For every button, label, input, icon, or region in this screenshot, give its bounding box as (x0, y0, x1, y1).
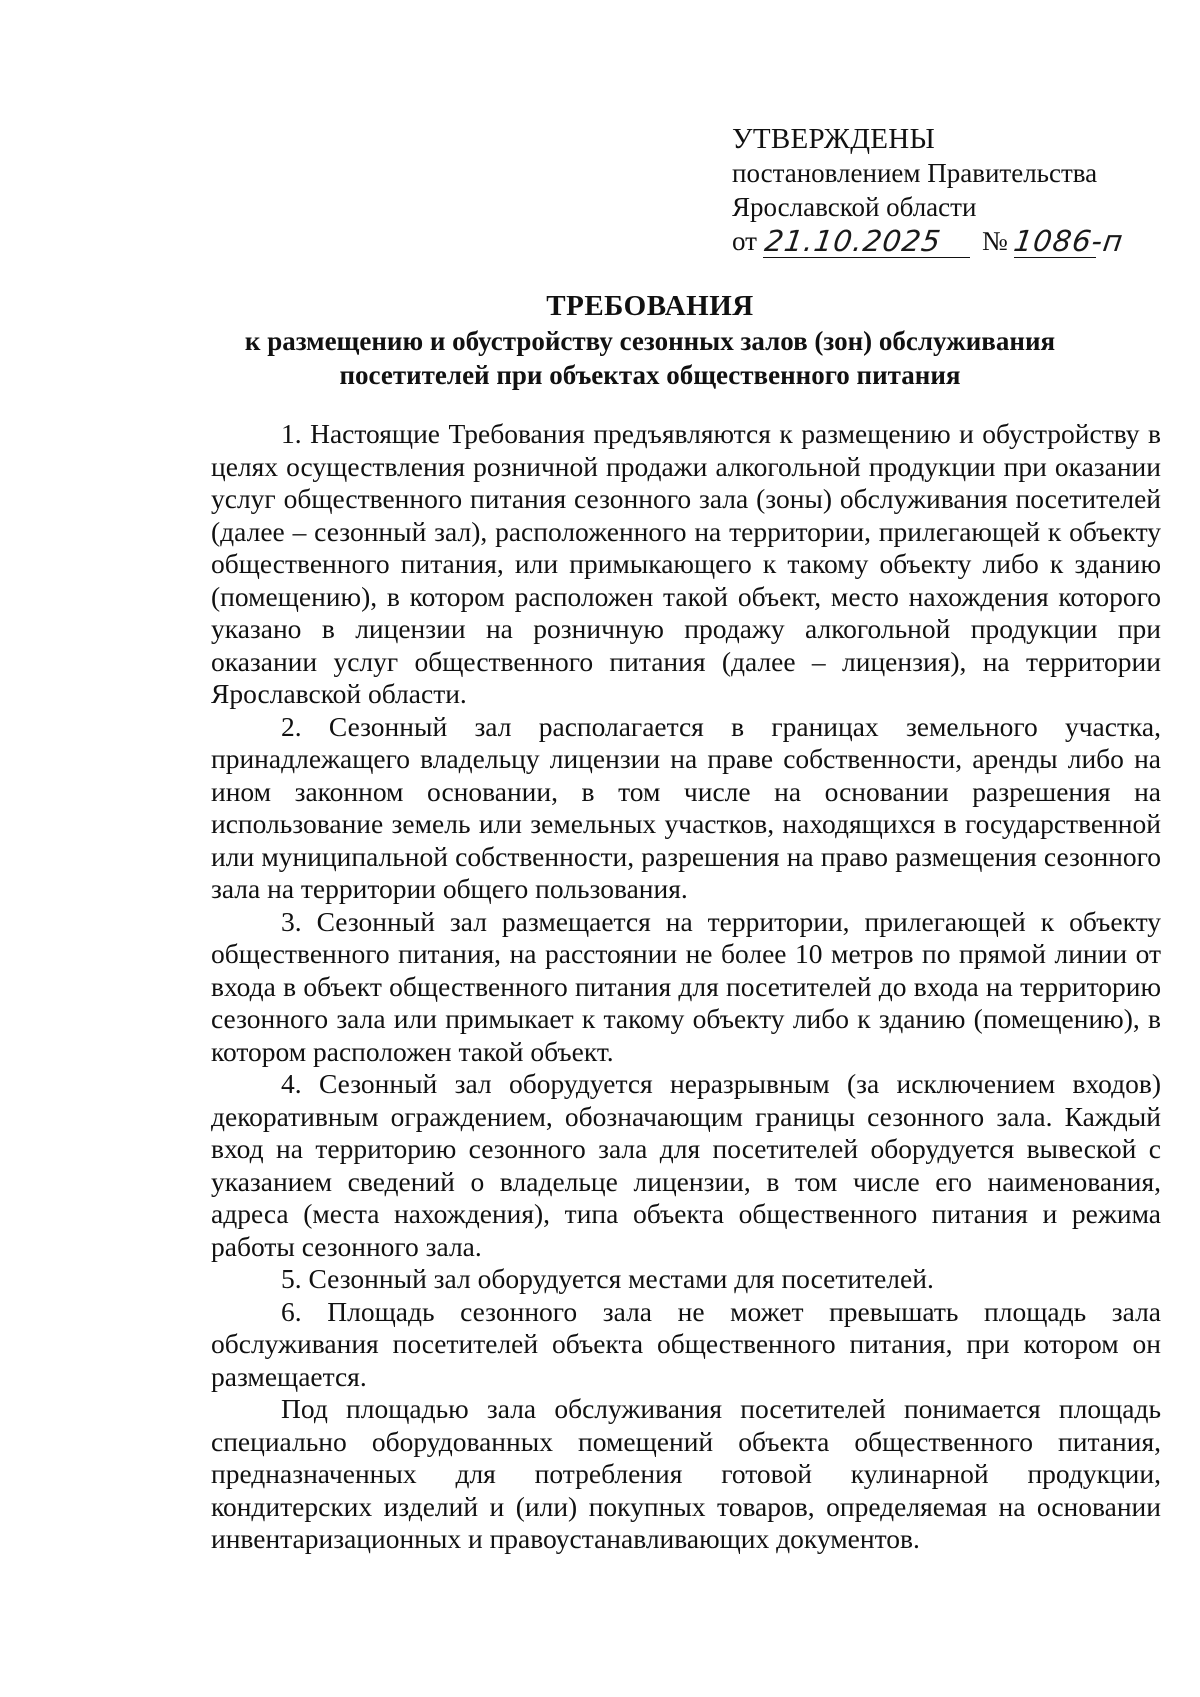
paragraph: 2. Сезонный зал располагается в границах земельного участка, принадлежащего владельцу лицензии на праве собственности, аренды либо на ином законном основании, в том числе на основании разрешения на использование земель или земельных участков, находящихся в государственной или муниципальной собственности, разрешения на право размещения сезонного зала на территории общего пользования. (211, 710, 1161, 904)
paragraph: 1. Настоящие Требования предъявляются к размещению и обустройству в целях осуществления розничной продажи алкогольной продукции при оказании услуг общественного питания сезонного зала (зоны) обслуживания посетителей (далее – сезонный зал), расположенного на территории, прилегающей к объекту общественного питания, или примыкающего к такому объекту либо к зданию (помещению), в котором расположен такой объект, место нахождения которого указано в лицензии на розничную продажу алкогольной продукции при оказании услуг общественного питания (далее – лицензия), на территории Ярославской области. (211, 418, 1161, 709)
date-prefix: от (732, 226, 757, 256)
document-subtitle-line-2: посетителей при объектах общественного питания (339, 360, 961, 390)
paragraph: 6. Площадь сезонного зала не может превышать площадь зала обслуживания посетителей объекта общественного питания, при котором он размещается. (211, 1295, 1161, 1392)
date-field (763, 226, 970, 258)
approval-block (732, 122, 1172, 258)
number-field (1011, 224, 1126, 258)
approval-line-2: Ярославской области (732, 192, 977, 222)
handwritten-date: 21.10.2025 (762, 224, 944, 258)
approval-heading: УТВЕРЖДЕНЫ (732, 123, 936, 155)
paragraph: Под площадью зала обслуживания посетителей понимается площадь специально оборудованных помещений объекта общественного питания, предназначенных для потребления готовой кулинарной продукции, кондитерских изделий и (или) покупных товаров, определяемая на основании инвентаризационных и правоустанавливающих документов. (211, 1393, 1161, 1554)
document-title: ТРЕБОВАНИЯ (546, 290, 754, 322)
document-subtitle-line-1: к размещению и обустройству сезонных залов (зон) обслуживания (244, 326, 1056, 356)
paragraph: 4. Сезонный зал оборудуется неразрывным (за исключением входов) декоративным ограждением, обозначающим границы сезонного зала. Каждый вход на территорию сезонного зала для посетителей оборудуется вывеской с указанием сведений о владельце лицензии, в том числе его наименования, адреса (места нахождения), типа объекта общественного питания и режима работы сезонного зала. (211, 1068, 1161, 1262)
approval-line-1: постановлением Правительства (732, 158, 1098, 188)
number-label: № (981, 226, 1008, 256)
handwritten-number: 1086-п (1011, 224, 1126, 258)
approval-date-number-line (732, 224, 1172, 258)
document-title-block (150, 288, 1150, 392)
paragraph: 3. Сезонный зал размещается на территории, прилегающей к объекту общественного питания, на расстоянии не более 10 метров по прямой линии от входа в объект общественного питания для посетителей до входа на территорию сезонного зала или примыкает к такому объекту либо к зданию (помещению), в котором расположен такой объект. (211, 905, 1161, 1067)
document-body (211, 418, 1161, 1556)
paragraph: 5. Сезонный зал оборудуется местами для посетителей. (281, 1263, 934, 1294)
